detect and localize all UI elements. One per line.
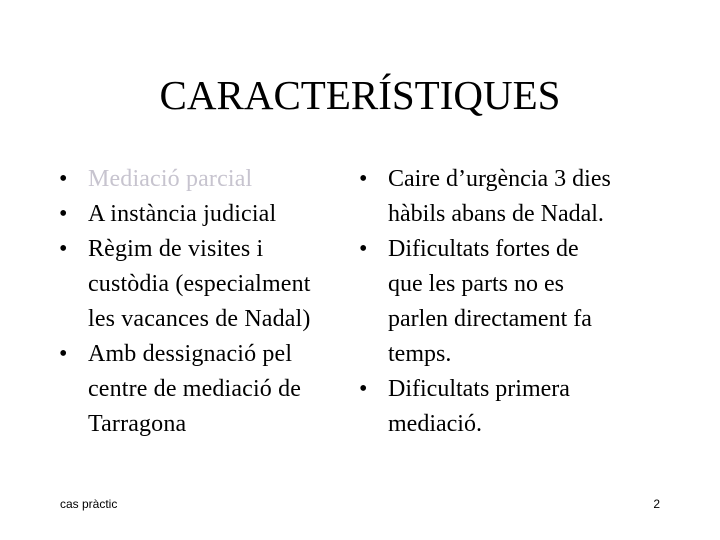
bullet-icon: • [59, 341, 68, 367]
list-item [358, 372, 688, 442]
bullet-icon: • [359, 236, 368, 262]
footer-label: cas pràctic [60, 497, 118, 511]
list-item [58, 232, 358, 337]
list-item-text: Règim de visites i custòdia (especialment les vacances de Nadal) [88, 236, 311, 332]
list-item[interactable] [58, 162, 358, 197]
list-item-text: Caire d’urgència 3 dies hàbils abans de Nadal. [388, 166, 611, 227]
page-number: 2 [653, 497, 660, 511]
mediacio-parcial-link[interactable]: Mediació parcial [88, 166, 253, 192]
slide-title: CARACTERÍSTIQUES [159, 72, 561, 118]
list-item-text: Dificultats fortes de que les parts no es parlen directament fa temps. [388, 236, 592, 367]
right-bullet-list [358, 162, 688, 442]
bullet-icon: • [59, 236, 68, 262]
left-bullet-list [58, 162, 358, 442]
bullet-icon: • [359, 376, 368, 402]
list-item-text: Dificultats primera mediació. [388, 376, 570, 437]
list-item-text: A instància judicial [88, 201, 277, 227]
bullet-icon: • [359, 166, 368, 192]
bullet-icon: • [59, 201, 68, 227]
list-item [358, 162, 688, 232]
list-item [58, 337, 358, 442]
list-item [58, 197, 358, 232]
list-item [358, 232, 688, 372]
bullet-icon: • [59, 166, 68, 192]
list-item-text: Amb dessignació pel centre de mediació de Tarragona [88, 341, 302, 437]
